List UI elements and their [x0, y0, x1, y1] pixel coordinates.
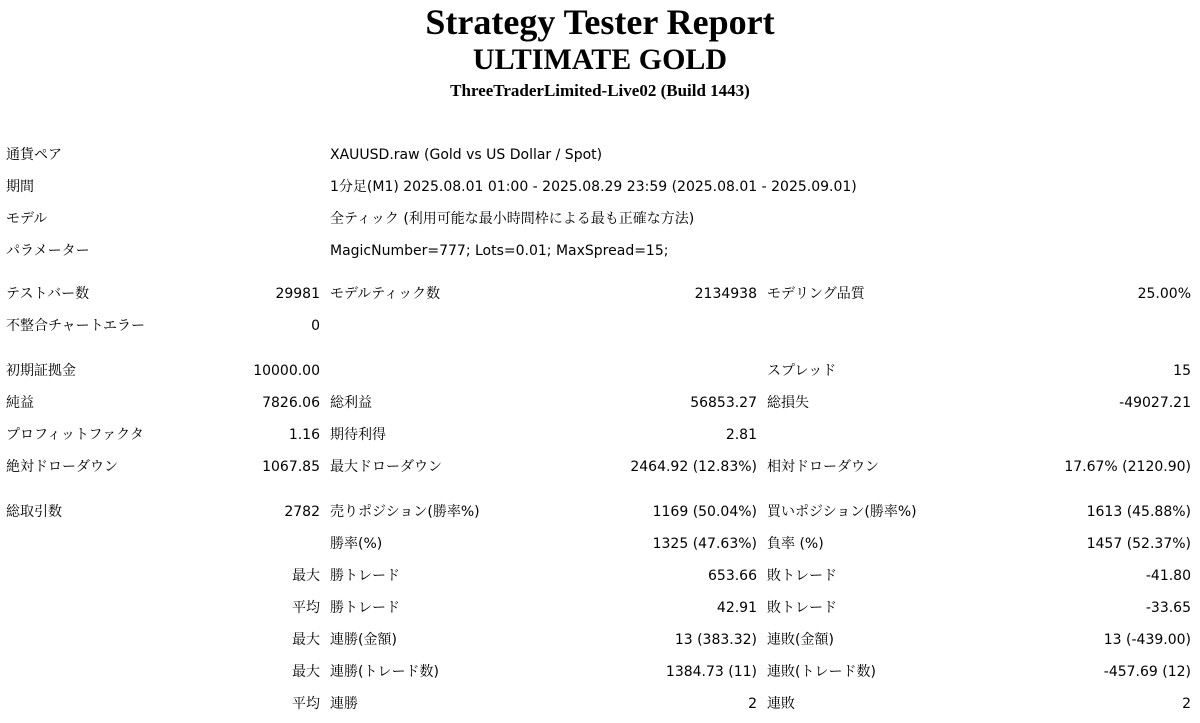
symbol-value: XAUUSD.raw (Gold vs US Dollar / Spot) [330, 147, 603, 163]
win-rate-value: 1325 (47.63%) [652, 536, 757, 552]
short-positions-label: 売りポジション(勝率%) [330, 504, 480, 520]
ticks-label: モデルティック数 [330, 286, 441, 302]
spread-label: スプレッド [767, 363, 837, 379]
max-consecutive-wins-value: 13 (383.32) [674, 632, 757, 648]
spread-value: 15 [1173, 363, 1191, 379]
stat-prefix: 平均 [292, 600, 320, 616]
profit-factor-value: 1.16 [288, 427, 320, 443]
long-positions-value: 1613 (45.88%) [1086, 504, 1191, 520]
largest-loss-trade-label: 敗トレード [767, 568, 837, 584]
model-label: モデル [6, 211, 48, 227]
short-positions-value: 1169 (50.04%) [652, 504, 757, 520]
report-title: Strategy Tester Report [425, 2, 775, 42]
max-consecutive-losses-value: 13 (-439.00) [1103, 632, 1191, 648]
net-profit-label: 純益 [6, 395, 34, 411]
parameters-value: MagicNumber=777; Lots=0.01; MaxSpread=15; [330, 243, 669, 259]
expected-payoff-value: 2.81 [725, 427, 757, 443]
average-consecutive-wins-value: 2 [748, 696, 757, 712]
profit-factor-label: プロフィットファクタ [6, 427, 144, 443]
max-consecutive-loss-value: -457.69 (12) [1103, 664, 1191, 680]
average-profit-trade-value: 42.91 [716, 600, 757, 616]
absolute-drawdown-value: 1067.85 [262, 459, 320, 475]
relative-drawdown-value: 17.67% (2120.90) [1064, 459, 1191, 475]
average-consecutive-losses-value: 2 [1182, 696, 1191, 712]
gross-loss-value: -49027.21 [1119, 395, 1191, 411]
expected-payoff-label: 期待利得 [330, 427, 386, 443]
quality-label: モデリング品質 [767, 286, 865, 302]
gross-profit-label: 総利益 [330, 395, 372, 411]
loss-rate-value: 1457 (52.37%) [1086, 536, 1191, 552]
deposit-value: 10000.00 [253, 363, 320, 379]
absolute-drawdown-label: 絶対ドローダウン [6, 459, 118, 475]
symbol-label: 通貨ペア [6, 147, 62, 163]
total-trades-label: 総取引数 [6, 504, 62, 520]
gross-loss-label: 総損失 [767, 395, 809, 411]
max-consecutive-wins-label: 連勝(金額) [330, 632, 397, 648]
period-label: 期間 [6, 179, 34, 195]
expert-name: ULTIMATE GOLD [472, 43, 728, 76]
average-profit-trade-label: 勝トレード [330, 600, 400, 616]
deposit-label: 初期証拠金 [6, 363, 76, 379]
parameters-label: パラメーター [6, 243, 90, 259]
mismatch-value: 0 [311, 318, 320, 334]
max-consecutive-loss-label: 連敗(トレード数) [767, 664, 876, 680]
mismatch-label: 不整合チャートエラー [6, 318, 146, 334]
long-positions-label: 買いポジション(勝率%) [767, 504, 917, 520]
largest-profit-trade-label: 勝トレード [330, 568, 400, 584]
model-value: 全ティック (利用可能な最小時間枠による最も正確な方法) [330, 211, 695, 227]
bars-label: テストバー数 [6, 286, 90, 302]
average-consecutive-losses-label: 連敗 [767, 696, 795, 712]
server-build: ThreeTraderLimited-Live02 (Build 1443) [450, 81, 750, 100]
gross-profit-value: 56853.27 [690, 395, 757, 411]
stat-prefix: 最大 [292, 664, 320, 680]
max-consecutive-losses-label: 連敗(金額) [767, 632, 834, 648]
max-consecutive-profit-label: 連勝(トレード数) [330, 664, 439, 680]
average-consecutive-wins-label: 連勝 [330, 696, 358, 712]
largest-profit-trade-value: 653.66 [708, 568, 757, 584]
average-loss-trade-value: -33.65 [1145, 600, 1191, 616]
stat-prefix: 平均 [292, 696, 320, 712]
maximal-drawdown-value: 2464.92 (12.83%) [630, 459, 757, 475]
net-profit-value: 7826.06 [262, 395, 320, 411]
stat-prefix: 最大 [292, 632, 320, 648]
total-trades-value: 2782 [284, 504, 320, 520]
win-rate-label: 勝率(%) [330, 536, 383, 552]
relative-drawdown-label: 相対ドローダウン [767, 459, 879, 475]
ticks-value: 2134938 [694, 286, 757, 302]
average-loss-trade-label: 敗トレード [767, 600, 837, 616]
quality-value: 25.00% [1137, 286, 1191, 302]
largest-loss-trade-value: -41.80 [1145, 568, 1191, 584]
stat-prefix: 最大 [292, 568, 320, 584]
loss-rate-label: 負率 (%) [767, 536, 824, 552]
maximal-drawdown-label: 最大ドローダウン [330, 459, 442, 475]
bars-value: 29981 [275, 286, 320, 302]
period-value: 1分足(M1) 2025.08.01 01:00 - 2025.08.29 23:59 (2025.08.01 - 2025.09.01) [330, 179, 857, 195]
max-consecutive-profit-value: 1384.73 (11) [665, 664, 757, 680]
